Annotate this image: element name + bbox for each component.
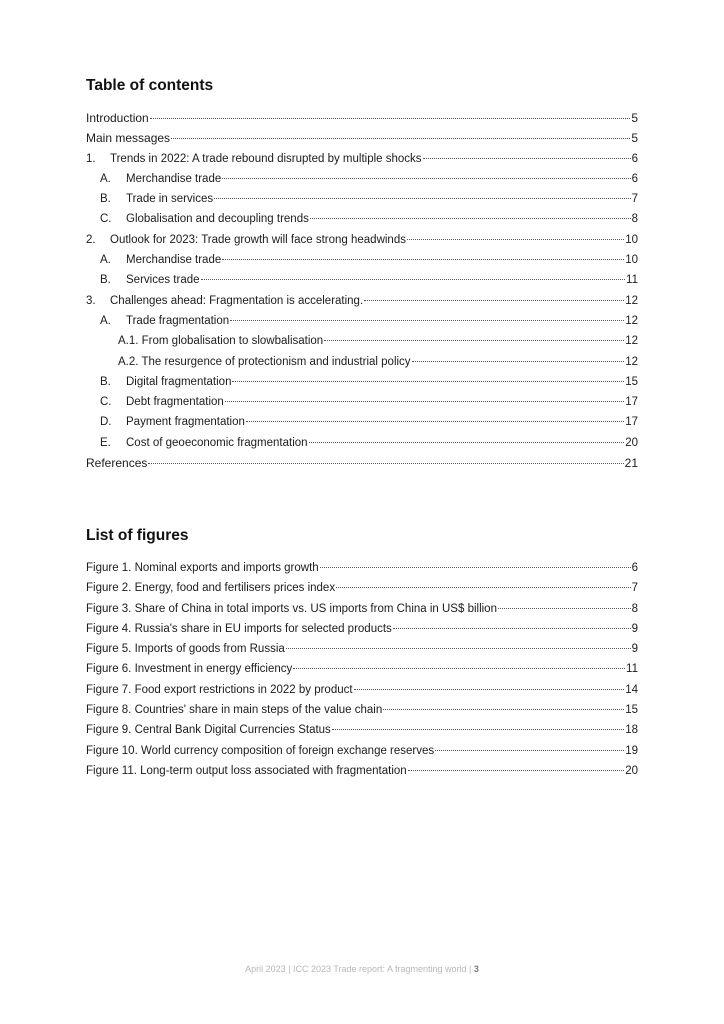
entry-page-number: 9 bbox=[631, 622, 638, 635]
list-of-figures-title: List of figures bbox=[86, 527, 189, 544]
entry-number: B. bbox=[100, 375, 111, 388]
toc-entry[interactable] bbox=[86, 149, 638, 169]
entry-page-number: 10 bbox=[625, 233, 638, 246]
toc-entry[interactable] bbox=[86, 311, 638, 331]
entry-label: Debt fragmentation bbox=[126, 396, 224, 409]
dot-leader bbox=[171, 138, 630, 139]
entry-label: Figure 8. Countries' share in main steps of the value chain bbox=[86, 704, 383, 717]
toc-entry[interactable] bbox=[86, 230, 638, 250]
dot-leader bbox=[310, 218, 631, 219]
dot-leader bbox=[222, 259, 624, 260]
entry-page-number: 8 bbox=[631, 602, 638, 615]
entry-label: Digital fragmentation bbox=[126, 375, 232, 388]
entry-label: Figure 5. Imports of goods from Russia bbox=[86, 643, 285, 656]
entry-page-number: 15 bbox=[625, 704, 638, 717]
entry-label: Payment fragmentation bbox=[126, 416, 245, 429]
list-of-figures bbox=[86, 558, 638, 781]
entry-label: Cost of geoeconomic fragmentation bbox=[126, 436, 308, 449]
dot-leader bbox=[354, 689, 625, 690]
entry-page-number: 11 bbox=[626, 274, 638, 287]
dot-leader bbox=[246, 421, 624, 422]
entry-number: A. bbox=[100, 172, 111, 185]
entry-page-number: 6 bbox=[631, 562, 638, 574]
entry-number: B. bbox=[100, 193, 111, 206]
entry-page-number: 6 bbox=[631, 172, 638, 185]
toc-entry[interactable] bbox=[86, 128, 638, 148]
dot-leader bbox=[201, 279, 626, 280]
entry-page-number: 12 bbox=[625, 335, 638, 348]
entry-label: Figure 10. World currency composition of foreign exchange reserves bbox=[86, 744, 435, 757]
entry-page-number: 5 bbox=[631, 131, 638, 146]
dot-leader bbox=[364, 300, 624, 301]
entry-number: 3. bbox=[86, 294, 96, 307]
entry-number: A. bbox=[100, 314, 111, 327]
entry-number: C. bbox=[100, 396, 112, 409]
entry-label: Figure 3. Share of China in total imports vs. US imports from China in US$ billion bbox=[86, 602, 497, 615]
dot-leader bbox=[324, 340, 624, 341]
entry-label: Challenges ahead: Fragmentation is accelerating. bbox=[110, 294, 364, 307]
entry-number: B. bbox=[100, 274, 111, 287]
entry-page-number: 9 bbox=[631, 643, 638, 656]
dot-leader bbox=[320, 567, 631, 568]
entry-label: Merchandise trade bbox=[126, 172, 222, 185]
dot-leader bbox=[225, 401, 624, 402]
entry-page-number: 12 bbox=[625, 294, 638, 307]
toc-entry[interactable] bbox=[86, 433, 638, 453]
entry-page-number: 7 bbox=[631, 193, 638, 206]
page-footer bbox=[0, 964, 724, 974]
entry-page-number: 12 bbox=[625, 314, 638, 327]
entry-label: Outlook for 2023: Trade growth will face strong headwinds bbox=[110, 233, 406, 246]
entry-label: Trends in 2022: A trade rebound disrupted by multiple shocks bbox=[110, 152, 422, 165]
dot-leader bbox=[336, 587, 631, 588]
entry-page-number: 12 bbox=[625, 355, 638, 368]
footer-page-number: 3 bbox=[473, 964, 479, 974]
entry-page-number: 8 bbox=[631, 213, 638, 226]
entry-page-number: 7 bbox=[631, 582, 638, 595]
entry-label: Figure 6. Investment in energy efficiency bbox=[86, 663, 293, 676]
entry-label: Figure 4. Russia's share in EU imports for selected products bbox=[86, 622, 392, 635]
toc-entry[interactable] bbox=[86, 250, 638, 270]
entry-label: Merchandise trade bbox=[126, 254, 222, 267]
figure-entry[interactable] bbox=[86, 680, 638, 700]
toc-entry[interactable] bbox=[86, 331, 638, 351]
entry-label: A.1. From globalisation to slowbalisation bbox=[118, 335, 324, 348]
dot-leader bbox=[293, 668, 625, 669]
toc-entry[interactable] bbox=[86, 352, 638, 372]
entry-label: Main messages bbox=[86, 131, 171, 146]
dot-leader bbox=[148, 463, 623, 464]
dot-leader bbox=[232, 381, 624, 382]
dot-leader bbox=[412, 361, 625, 362]
entry-page-number: 17 bbox=[625, 416, 638, 429]
entry-number: A. bbox=[100, 254, 111, 267]
dot-leader bbox=[286, 648, 631, 649]
entry-number: D. bbox=[100, 416, 112, 429]
toc-entry[interactable] bbox=[86, 291, 638, 311]
entry-label: Trade in services bbox=[126, 193, 214, 206]
figure-entry[interactable] bbox=[86, 558, 638, 578]
toc-entry[interactable] bbox=[86, 270, 638, 290]
dot-leader bbox=[222, 178, 630, 179]
toc-entry[interactable] bbox=[86, 412, 638, 432]
entry-label: Figure 1. Nominal exports and imports growth bbox=[86, 562, 319, 574]
toc-title: Table of contents bbox=[86, 77, 214, 94]
figure-entry[interactable] bbox=[86, 761, 638, 781]
toc-entry[interactable] bbox=[86, 392, 638, 412]
entry-number: 1. bbox=[86, 152, 96, 165]
entry-label: Figure 11. Long-term output loss associated with fragmentation bbox=[86, 764, 407, 777]
dot-leader bbox=[435, 750, 624, 751]
dot-leader bbox=[383, 709, 624, 710]
figure-entry[interactable] bbox=[86, 578, 638, 598]
entry-page-number: 20 bbox=[625, 764, 638, 777]
entry-label: Figure 9. Central Bank Digital Currencies Status bbox=[86, 724, 331, 737]
dot-leader bbox=[214, 198, 630, 199]
toc-entry[interactable] bbox=[86, 209, 638, 229]
entry-page-number: 17 bbox=[625, 396, 638, 409]
figure-entry[interactable] bbox=[86, 700, 638, 720]
entry-page-number: 21 bbox=[624, 456, 638, 471]
entry-page-number: 19 bbox=[625, 744, 638, 757]
dot-leader bbox=[230, 320, 624, 321]
entry-label: References bbox=[86, 456, 148, 471]
entry-label: Figure 2. Energy, food and fertilisers prices index bbox=[86, 582, 336, 595]
figure-entry[interactable] bbox=[86, 599, 638, 619]
entry-label: A.2. The resurgence of protectionism and industrial policy bbox=[118, 355, 411, 368]
entry-page-number: 15 bbox=[625, 375, 638, 388]
figure-entry[interactable] bbox=[86, 741, 638, 761]
entry-page-number: 18 bbox=[625, 724, 638, 737]
entry-page-number: 10 bbox=[625, 254, 638, 267]
toc-entry[interactable] bbox=[86, 372, 638, 392]
dot-leader bbox=[498, 608, 631, 609]
entry-page-number: 11 bbox=[626, 663, 638, 676]
entry-page-number: 14 bbox=[625, 683, 638, 696]
entry-label: Introduction bbox=[86, 111, 149, 125]
entry-label: Trade fragmentation bbox=[126, 314, 230, 327]
entry-page-number: 20 bbox=[625, 436, 638, 449]
dot-leader bbox=[309, 442, 625, 443]
entry-label: Globalisation and decoupling trends bbox=[126, 213, 309, 226]
entry-label: Figure 7. Food export restrictions in 2022 by product bbox=[86, 683, 353, 696]
toc-entry[interactable] bbox=[86, 108, 638, 128]
figure-entry[interactable] bbox=[86, 619, 638, 639]
dot-leader bbox=[393, 628, 631, 629]
toc-entry[interactable] bbox=[86, 169, 638, 189]
entry-page-number: 5 bbox=[631, 111, 638, 125]
dot-leader bbox=[407, 239, 624, 240]
entry-number: 2. bbox=[86, 233, 96, 246]
figure-entry[interactable] bbox=[86, 720, 638, 740]
dot-leader bbox=[332, 729, 624, 730]
figure-entry[interactable] bbox=[86, 639, 638, 659]
figure-entry[interactable] bbox=[86, 659, 638, 679]
entry-page-number: 6 bbox=[631, 152, 638, 165]
dot-leader bbox=[408, 770, 625, 771]
entry-number: C. bbox=[100, 213, 112, 226]
footer-text: April 2023 | ICC 2023 Trade report: A fragmenting world | bbox=[245, 964, 474, 974]
dot-leader bbox=[423, 158, 631, 159]
entry-label: Services trade bbox=[126, 274, 200, 287]
table-of-contents bbox=[86, 108, 638, 473]
toc-entry[interactable] bbox=[86, 453, 638, 473]
entry-number: E. bbox=[100, 436, 111, 449]
dot-leader bbox=[150, 118, 631, 119]
toc-entry[interactable] bbox=[86, 189, 638, 209]
